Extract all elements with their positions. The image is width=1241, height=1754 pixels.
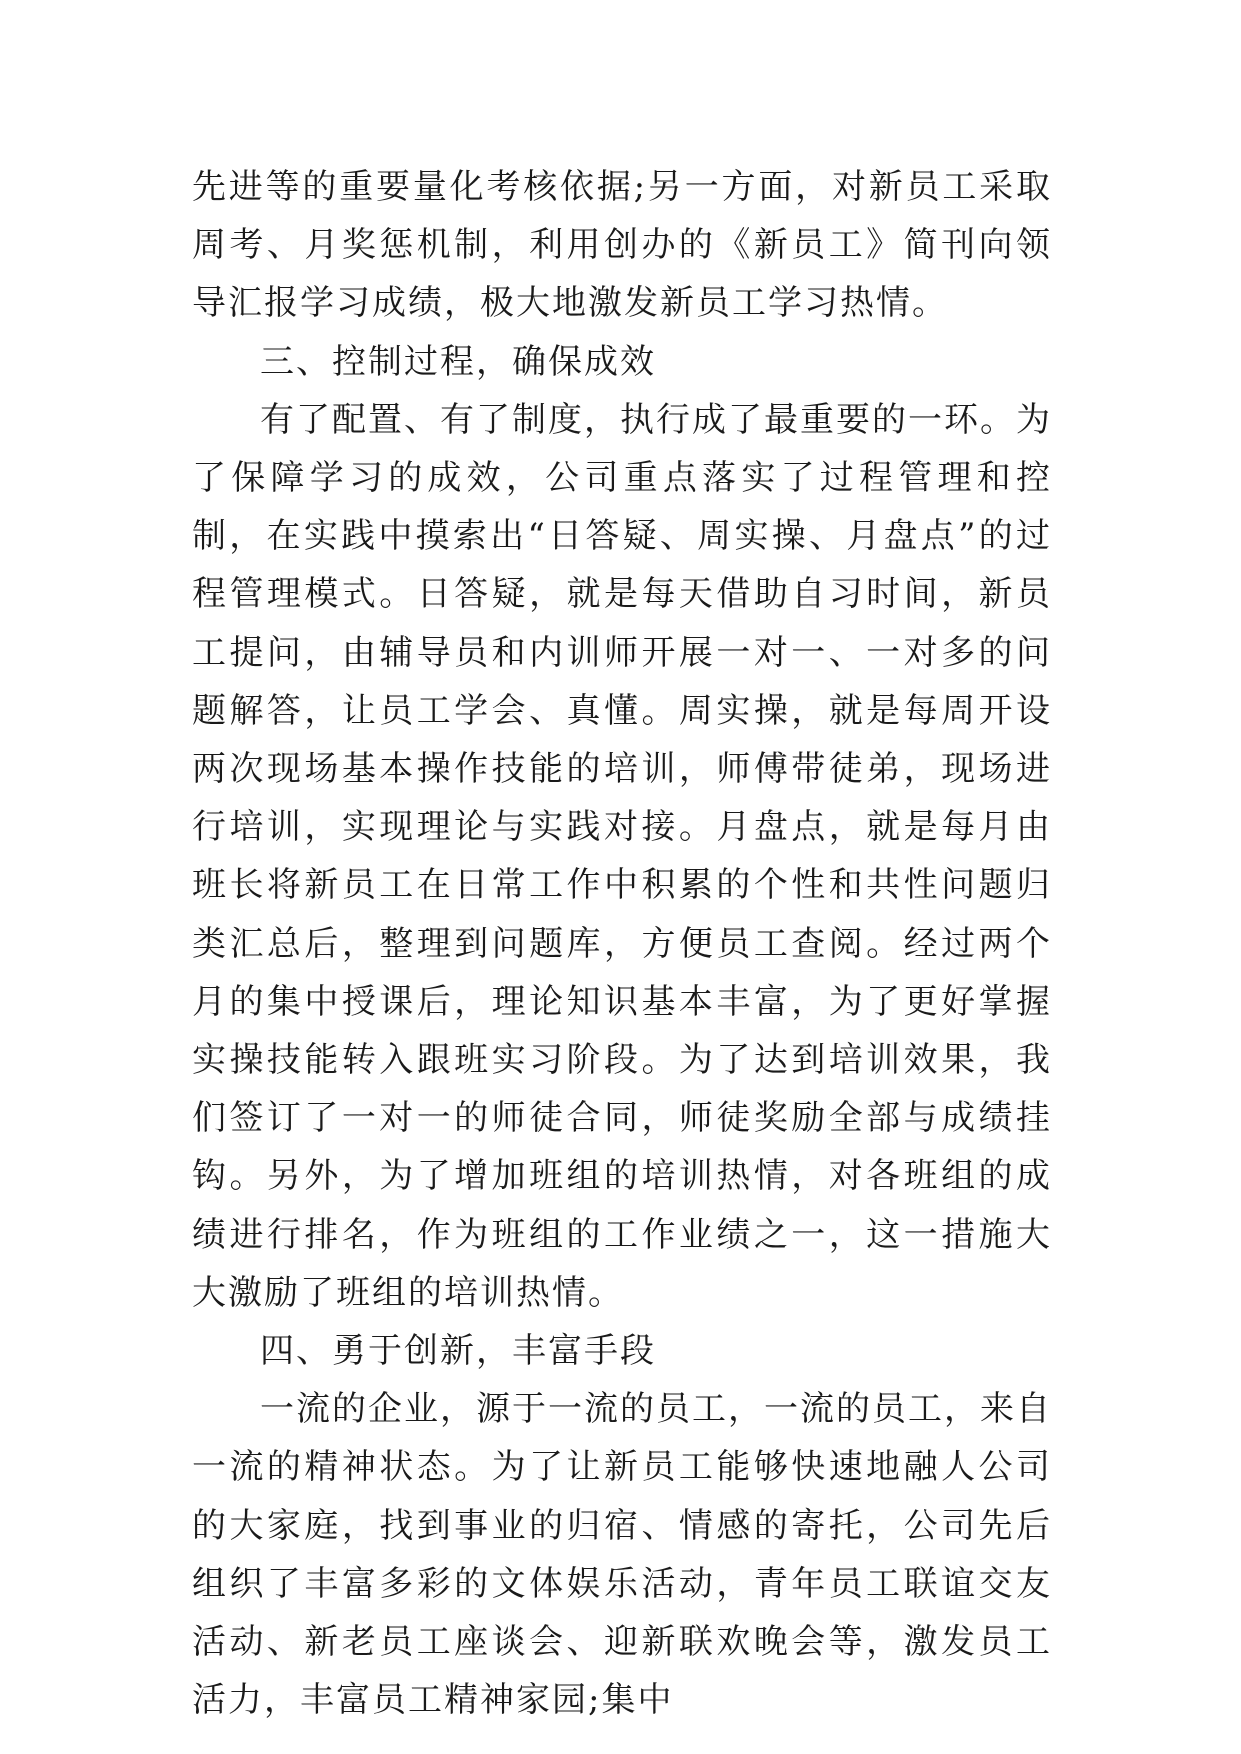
- paragraph-process-control: 有了配置、有了制度，执行成了最重要的一环。为了保障学习的成效，公司重点落实了过程管理和控制，在实践中摸索出“日答疑、周实操、月盘点”的过程管理模式。日答疑，就是每天借助自习时间，新员工提问，由辅导员和内训师开展一对一、一对多的问题解答，让员工学会、真懂。周实操，就是每周开设两次现场基本操作技能的培训，师傅带徒弟，现场进行培训，实现理论与实践对接。月盘点，就是每月由班长将新员工在日常工作中积累的个性和共性问题归类汇总后，整理到问题库，方便员工查阅。经过两个月的集中授课后，理论知识基本丰富，为了更好掌握实操技能转入跟班实习阶段。为了达到培训效果，我们签订了一对一的师徒合同，师徒奖励全部与成绩挂钩。另外，为了增加班组的培训热情，对各班组的成绩进行排名，作为班组的工作业绩之一，这一措施大大激励了班组的培训热情。: [192, 399, 1052, 1313]
- paragraph-continuation: 先进等的重要量化考核依据;另一方面，对新员工采取周考、月奖惩机制，利用创办的《新员工》简刊向领导汇报学习成绩，极大地激发新员工学习热情。: [192, 167, 1052, 324]
- paragraph-innovation: 一流的企业，源于一流的员工，一流的员工，来自一流的精神状态。为了让新员工能够快速地融人公司的大家庭，找到事业的归宿、情感的寄托，公司先后组织了丰富多彩的文体娱乐活动，青年员工联谊交友活动、新老员工座谈会、迎新联欢晚会等，激发员工活力，丰富员工精神家园;集中: [192, 1389, 1052, 1721]
- section-heading-4: 四、勇于创新，丰富手段: [260, 1331, 656, 1372]
- section-heading-3: 三、控制过程，确保成效: [260, 341, 656, 382]
- document-body: [192, 158, 1052, 1729]
